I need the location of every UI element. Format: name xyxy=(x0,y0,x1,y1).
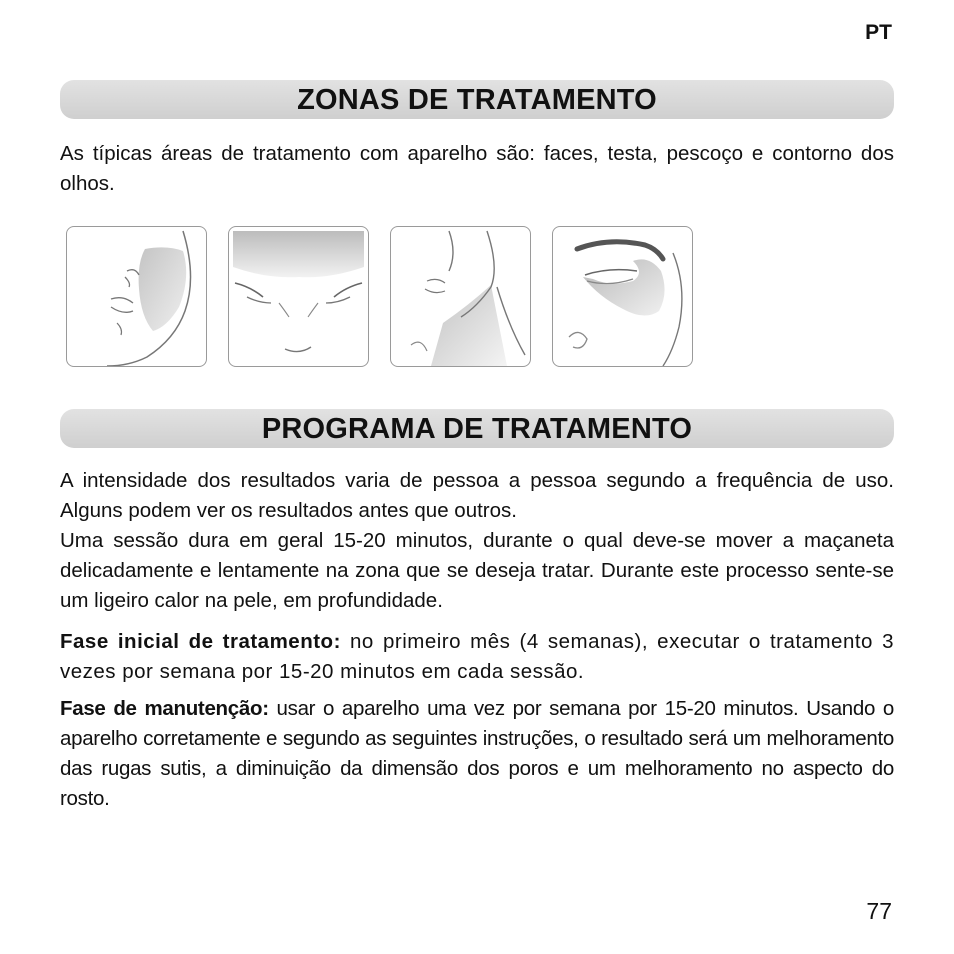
eye-contour-zone-icon xyxy=(552,226,693,367)
program-paragraph xyxy=(60,466,894,616)
initial-phase-text: no primeiro mês (4 semanas), executar o tratamento 3 vezes por semana por 15-20 minutos em cada sessão. xyxy=(60,630,894,683)
program-line-1: A intensidade dos resultados varia de pessoa a pessoa segundo a frequência de uso. Alguns podem ver os resultados antes que outros. xyxy=(60,469,894,522)
section-title-zonas: ZONAS DE TRATAMENTO xyxy=(60,80,894,119)
initial-phase-label: Fase inicial de tratamento: xyxy=(60,630,341,653)
maintenance-phase-paragraph xyxy=(60,694,894,814)
program-line-2: Uma sessão dura em geral 15-20 minutos, durante o qual deve-se mover a maçaneta delicadamente e lentamente na zona que se deseja tratar. Durante este processo sente-se um ligeiro calor na pele, em profundidade. xyxy=(60,529,894,612)
cheek-zone-icon xyxy=(66,226,207,367)
initial-phase-paragraph xyxy=(60,627,894,687)
maintenance-phase-label: Fase de manutenção: xyxy=(60,697,269,720)
intro-paragraph: As típicas áreas de tratamento com aparelho são: faces, testa, pescoço e contorno dos olhos. xyxy=(60,142,894,195)
language-code: PT xyxy=(865,21,892,44)
forehead-zone-icon xyxy=(228,226,369,367)
maintenance-phase-text: usar o aparelho uma vez por semana por 15-20 minutos. Usando o aparelho corretamente e segundo as seguintes instruções, o resultado será um melhoramento das rugas sutis, a diminuição da dimensão dos poros e um melhoramento no aspecto do rosto. xyxy=(60,697,894,810)
neck-zone-icon xyxy=(390,226,531,367)
section-title-programa: PROGRAMA DE TRATAMENTO xyxy=(60,409,894,448)
page-number: 77 xyxy=(866,898,892,924)
